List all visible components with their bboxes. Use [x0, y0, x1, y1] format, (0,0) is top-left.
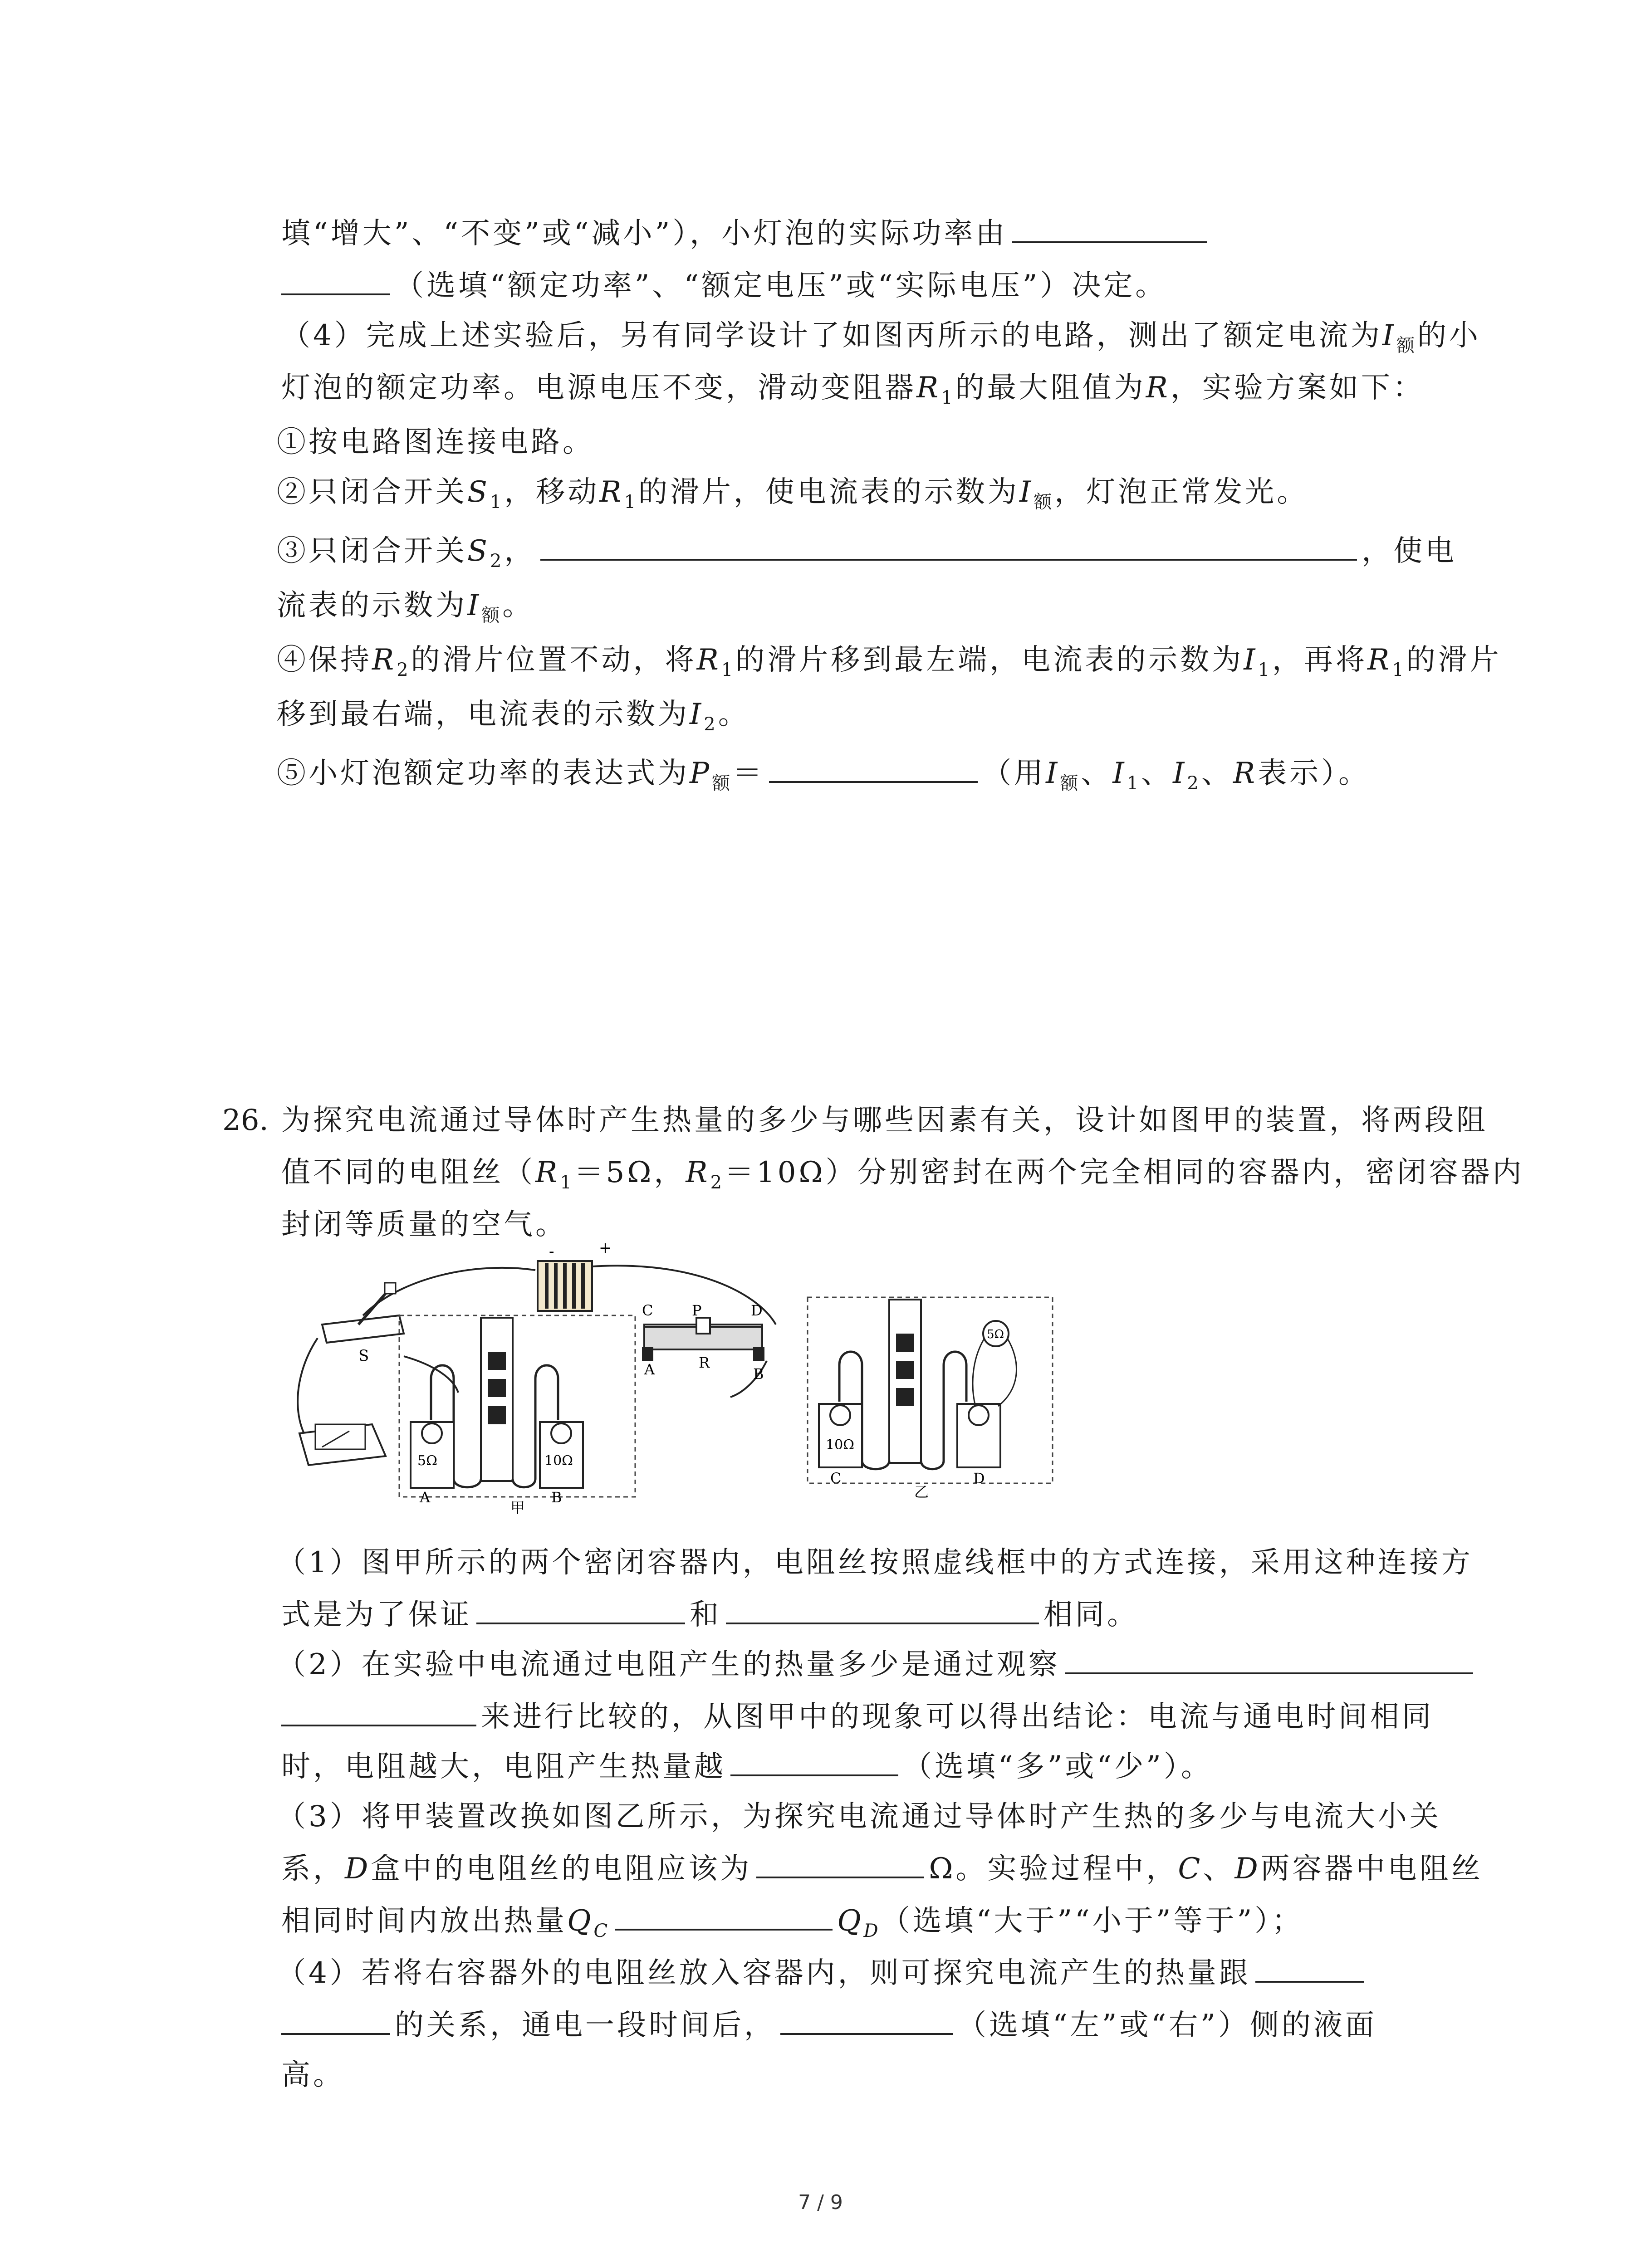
subscript: 额	[481, 605, 503, 626]
text: 封闭等质量的空气。	[281, 1208, 567, 1242]
answer-blank[interactable]	[476, 1594, 685, 1624]
rheostat-c-label: C	[642, 1302, 653, 1319]
math-symbol: I	[1046, 757, 1060, 790]
apparatus-diagram	[281, 1243, 1057, 1533]
text: 值不同的电阻丝（	[281, 1156, 535, 1189]
text-line	[281, 265, 1167, 306]
text: 两容器中电阻丝	[1260, 1852, 1483, 1886]
subscript: 1	[1258, 660, 1273, 680]
text: ，实验方案如下：	[1170, 371, 1425, 405]
math-symbol: R	[372, 643, 397, 677]
math-symbol: S	[467, 534, 490, 568]
answer-blank[interactable]	[540, 531, 1357, 561]
subscript: 1	[721, 660, 736, 680]
jia-left-resistor-label: 5Ω	[417, 1453, 437, 1469]
subscript: 额	[712, 773, 733, 794]
text: 流表的示数为	[277, 589, 467, 622]
rheostat-r-label: R	[699, 1354, 710, 1371]
subscript: 1	[560, 1172, 574, 1193]
text: ②只闭合开关	[277, 475, 467, 509]
text: （选填“大于”“小于”等于”）；	[881, 1904, 1304, 1938]
text: 高。	[281, 2058, 345, 2092]
jia-right-resistor-label: 10Ω	[544, 1453, 573, 1469]
text-line	[277, 422, 594, 463]
math-symbol: I	[690, 698, 704, 731]
text: 时，电阻越大，电阻产生热量越	[281, 1750, 726, 1784]
text-line	[281, 1848, 1483, 1889]
text-line	[281, 1100, 1488, 1141]
battery-plus-label: +	[599, 1243, 612, 1257]
rheostat-b-label: B	[753, 1365, 764, 1383]
text-line	[281, 1152, 1524, 1203]
subscript: C	[593, 1921, 611, 1941]
battery-icon	[538, 1261, 592, 1311]
answer-blank[interactable]	[756, 1848, 924, 1878]
text: ，移动	[504, 475, 600, 509]
text: 相同时间内放出热量	[281, 1904, 567, 1938]
text-line	[281, 315, 1481, 366]
math-symbol: I	[1382, 319, 1396, 352]
subscript: 2	[490, 551, 505, 572]
rheostat-p-label: P	[692, 1302, 702, 1319]
text-line	[281, 1594, 1139, 1635]
math-symbol: I	[1244, 643, 1258, 677]
text: 相同。	[1043, 1598, 1139, 1632]
text: Ω。实验过程中，	[929, 1852, 1178, 1886]
text: （1）图甲所示的两个密闭容器内，电阻丝按照虚线框中的方式连接，采用这种连接方	[277, 1546, 1473, 1579]
answer-blank[interactable]	[780, 2005, 953, 2035]
answer-blank[interactable]	[281, 1696, 476, 1726]
text-line	[277, 1644, 1478, 1685]
answer-blank[interactable]	[730, 1746, 898, 1776]
math-symbol: S	[467, 475, 490, 509]
answer-blank[interactable]	[1012, 213, 1207, 243]
switch-icon	[322, 1283, 404, 1343]
text-line	[277, 1542, 1473, 1583]
text-line	[277, 585, 534, 636]
text: （选填“左”或“右”）侧的液面	[957, 2009, 1377, 2042]
subscript: 2	[397, 660, 411, 680]
subscript: 2	[710, 1172, 725, 1193]
text-line	[277, 640, 1502, 690]
text: 来进行比较的，从图甲中的现象可以得出结论：电流与通电时间相同	[481, 1700, 1434, 1734]
text-line: ③只闭合开关$S_2$， ，使电	[277, 531, 1457, 582]
text: ①按电路图连接电路。	[277, 425, 594, 459]
text: 的滑片移到最左端，电流表的示数为	[735, 643, 1244, 677]
text-line	[281, 2055, 345, 2096]
text: 。	[718, 698, 750, 731]
yi-outside-resistor-label: 5Ω	[987, 1328, 1004, 1341]
answer-blank[interactable]	[1255, 1953, 1364, 1983]
text: ⑤小灯泡额定功率的表达式为	[277, 757, 690, 790]
text: ，再将	[1272, 643, 1368, 677]
text: 的滑片位置不动，将	[411, 643, 697, 677]
text: ，灯泡正常发光。	[1054, 475, 1309, 509]
text: 、	[1201, 757, 1233, 790]
text: 盒中的电阻丝的电阻应该为	[371, 1852, 752, 1886]
text: ＝	[733, 757, 765, 790]
experiment-figure	[281, 1243, 1057, 1533]
text-line	[281, 2005, 1377, 2046]
text: 式是为了保证	[281, 1598, 472, 1632]
subscript: 额	[1396, 335, 1417, 356]
answer-blank[interactable]	[769, 753, 978, 783]
math-symbol: R	[696, 643, 721, 677]
math-symbol: I	[467, 589, 482, 622]
text: 的小	[1417, 319, 1481, 352]
subscript: 1	[490, 492, 505, 513]
text: ③只闭合开关	[277, 534, 467, 568]
question-number: 26.	[222, 1104, 269, 1137]
text-line	[277, 694, 750, 745]
yi-left-resistor-label: 10Ω	[826, 1437, 855, 1453]
math-symbol: D	[1234, 1852, 1261, 1886]
jia-a-label: A	[420, 1489, 431, 1506]
text-line	[277, 472, 1308, 523]
page-number: 7 / 9	[798, 2191, 843, 2214]
text: 灯泡的额定功率。电源电压不变，滑动变阻器	[281, 371, 916, 405]
yi-c-label: C	[830, 1470, 842, 1487]
subscript: 2	[704, 714, 718, 735]
answer-blank[interactable]	[281, 265, 390, 295]
text: 和	[690, 1598, 721, 1632]
text: ④保持	[277, 643, 372, 677]
text: 系，	[281, 1852, 345, 1886]
text: ＝10Ω）分别密封在两个完全相同的容器内，密闭容器内	[725, 1156, 1524, 1189]
text: （选填“额定功率”、“额定电压”或“实际电压”）决定。	[395, 269, 1167, 303]
answer-blank[interactable]	[281, 2005, 390, 2035]
subscript: 1	[941, 387, 955, 408]
rheostat-a-label: A	[644, 1361, 655, 1378]
yi-caption: 乙	[914, 1483, 929, 1501]
switch-label: S	[358, 1347, 369, 1365]
text-line	[277, 1796, 1441, 1837]
text: （选填“多”或“少”）。	[903, 1750, 1213, 1784]
text: 。	[502, 589, 534, 622]
text: （用	[982, 757, 1046, 790]
jia-caption: 甲	[510, 1499, 525, 1516]
text-line	[277, 753, 1370, 804]
math-symbol: I	[1173, 757, 1187, 790]
yi-d-label: D	[973, 1470, 985, 1487]
subscript: 1	[624, 492, 638, 513]
text-line	[281, 367, 1425, 418]
text: 的关系，通电一段时间后，	[395, 2009, 776, 2042]
text: 填“增大”、“不变”或“减小”），小灯泡的实际功率由	[281, 217, 1008, 250]
text: 的滑片，使电流表的示数为	[638, 475, 1019, 509]
text-line	[281, 213, 1211, 254]
text: （4）完成上述实验后，另有同学设计了如图丙所示的电路，测出了额定电流为	[281, 319, 1382, 352]
text-line	[277, 1953, 1369, 1994]
text-line	[281, 1696, 1434, 1737]
text: ，使电	[1362, 534, 1457, 568]
text: 为探究电流通过导体时产生热量的多少与哪些因素有关，设计如图甲的装置，将两段阻	[281, 1104, 1488, 1137]
text-line	[281, 1204, 567, 1245]
answer-blank[interactable]	[1065, 1644, 1473, 1674]
text: 的滑片	[1406, 643, 1502, 677]
math-symbol: R	[535, 1156, 560, 1189]
subscript: 2	[1187, 773, 1201, 794]
answer-blank[interactable]	[726, 1594, 1039, 1624]
math-symbol: R	[1367, 643, 1392, 677]
math-symbol: R	[916, 371, 941, 405]
text: （2）在实验中电流通过电阻产生的热量多少是通过观察	[277, 1648, 1060, 1681]
text: 、	[1081, 757, 1113, 790]
text: （3）将甲装置改换如图乙所示，为探究电流通过导体时产生热的多少与电流大小关	[277, 1800, 1441, 1833]
math-symbol: I	[1019, 475, 1034, 509]
text-line	[281, 1746, 1213, 1787]
math-symbol: P	[690, 757, 712, 790]
math-symbol: C	[1178, 1852, 1203, 1886]
subscript: 1	[1392, 660, 1406, 680]
math-symbol: Q	[837, 1904, 864, 1938]
subscript: D	[863, 1921, 881, 1941]
math-symbol: I	[1112, 757, 1127, 790]
rheostat-d-label: D	[751, 1302, 763, 1319]
jia-b-label: B	[551, 1489, 562, 1506]
subscript: 1	[1127, 773, 1141, 794]
battery-minus-label: -	[549, 1243, 554, 1261]
math-symbol: R	[1233, 757, 1258, 790]
text: 的最大阻值为	[955, 371, 1146, 405]
text: ＝5Ω，	[574, 1156, 686, 1189]
answer-blank[interactable]	[615, 1901, 833, 1931]
math-symbol: R	[599, 475, 624, 509]
subscript: 额	[1060, 773, 1081, 794]
math-symbol: Q	[567, 1904, 594, 1938]
math-symbol: R	[1146, 371, 1171, 405]
subscript: 额	[1034, 492, 1055, 513]
text: 、	[1203, 1852, 1235, 1886]
text: （4）若将右容器外的电阻丝放入容器内，则可探究电流产生的热量跟	[277, 1956, 1251, 1990]
text-line	[281, 1901, 1303, 1951]
math-symbol: R	[686, 1156, 710, 1189]
ammeter-icon	[299, 1424, 386, 1465]
math-symbol: D	[345, 1852, 371, 1886]
text: 移到最右端，电流表的示数为	[277, 698, 690, 731]
text: 、	[1141, 757, 1173, 790]
text: 表示）。	[1258, 757, 1370, 790]
